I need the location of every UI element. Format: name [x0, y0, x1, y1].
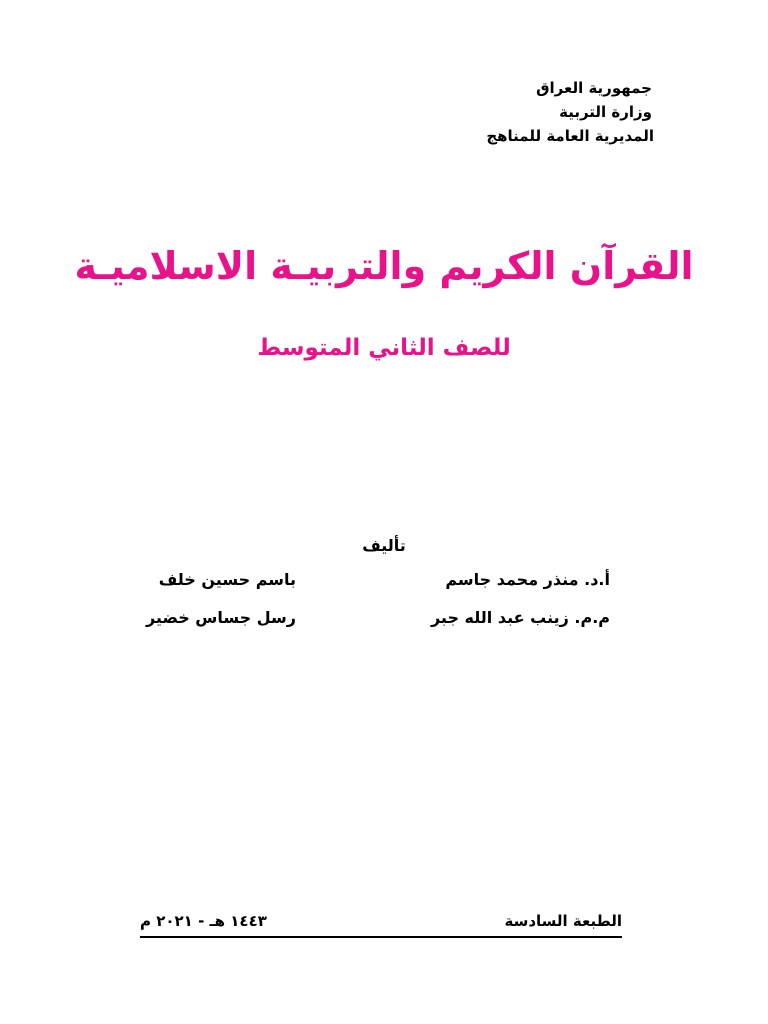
author-name: باسم حسين خلف — [158, 570, 296, 589]
ministry-name: وزارة التربية — [559, 103, 652, 121]
edition-line — [140, 908, 622, 938]
author-name: أ.د. منذر محمد جاسم — [445, 570, 610, 589]
authorship-label: تأليف — [362, 536, 406, 555]
directorate-name: المديرية العامة للمناهج — [486, 127, 654, 145]
edition-date: ١٤٤٣ هـ - ٢٠٢١ م — [140, 912, 267, 930]
book-subtitle: للصف الثاني المتوسط — [257, 335, 511, 361]
book-title: القرآن الكريم والتربيـة الاسلاميـة — [74, 244, 694, 288]
author-name: رسل جساس خضير — [145, 608, 296, 627]
country-name: جمهورية العراق — [536, 79, 652, 97]
author-name: م.م. زينب عبد الله جبر — [430, 608, 610, 627]
issuing-authority-header — [486, 76, 654, 148]
edition-label: الطبعة السادسة — [504, 912, 622, 930]
